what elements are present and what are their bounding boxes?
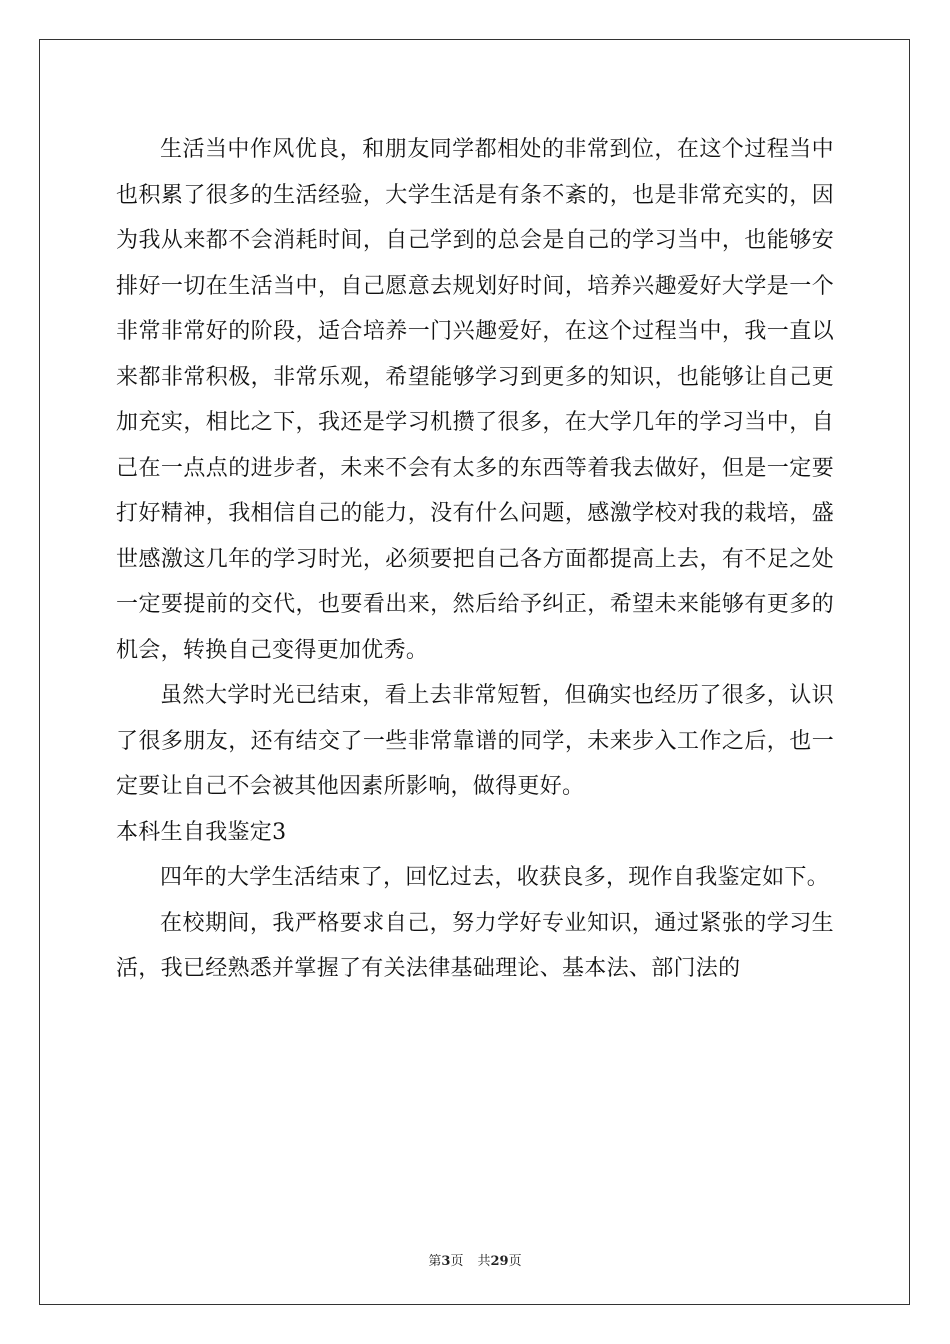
page-prefix: 第 [428,1254,442,1269]
paragraph-4: 在校期间，我严格要求自己，努力学好专业知识，通过紧张的学习生活，我已经熟悉并掌握了有关法律基础理论、基本法、部门法的 [116,910,834,981]
document-body [116,127,834,992]
total-suffix: 页 [508,1254,522,1269]
paragraph-1: 生活当中作风优良，和朋友同学都相处的非常到位，在这个过程当中也积累了很多的生活经验，大学生活是有条不紊的，也是非常充实的，因为我从来都不会消耗时间，自己学到的总会是自己的学习当中，也能够安排好一切在生活当中，自己愿意去规划好时间，培养兴趣爱好大学是一个非常非常好的阶段，适合培养一门兴趣爱好，在这个过程当中，我一直以来都非常积极，非常乐观，希望能够学习到更多的知识，也能够让自己更加充实，相比之下，我还是学习机攒了很多，在大学几年的学习当中，自己在一点点的进步者，未来不会有太多的东西等着我去做好，但是一定要打好精神，我相信自己的能力，没有什么问题，感激学校对我的栽培，盛世感激这几年的学习时光，必须要把自己各方面都提高上去，有不足之处一定要提前的交代，也要看出来，然后给予纠正，希望未来能够有更多的机会，转换自己变得更加优秀。 [116,137,834,663]
page-number: 3 [441,1254,451,1269]
page-footer [0,1250,950,1269]
total-pages: 29 [490,1254,509,1269]
total-prefix: 共 [477,1254,491,1269]
page-suffix: 页 [450,1254,464,1269]
paragraph-3: 四年的大学生活结束了，回忆过去，收获良多，现作自我鉴定如下。 [160,865,830,890]
section-heading: 本科生自我鉴定3 [116,819,287,845]
paragraph-2: 虽然大学时光已结束，看上去非常短暂，但确实也经历了很多，认识了很多朋友，还有结交了一些非常靠谱的同学，未来步入工作之后，也一定要让自己不会被其他因素所影响，做得更好。 [116,683,834,799]
